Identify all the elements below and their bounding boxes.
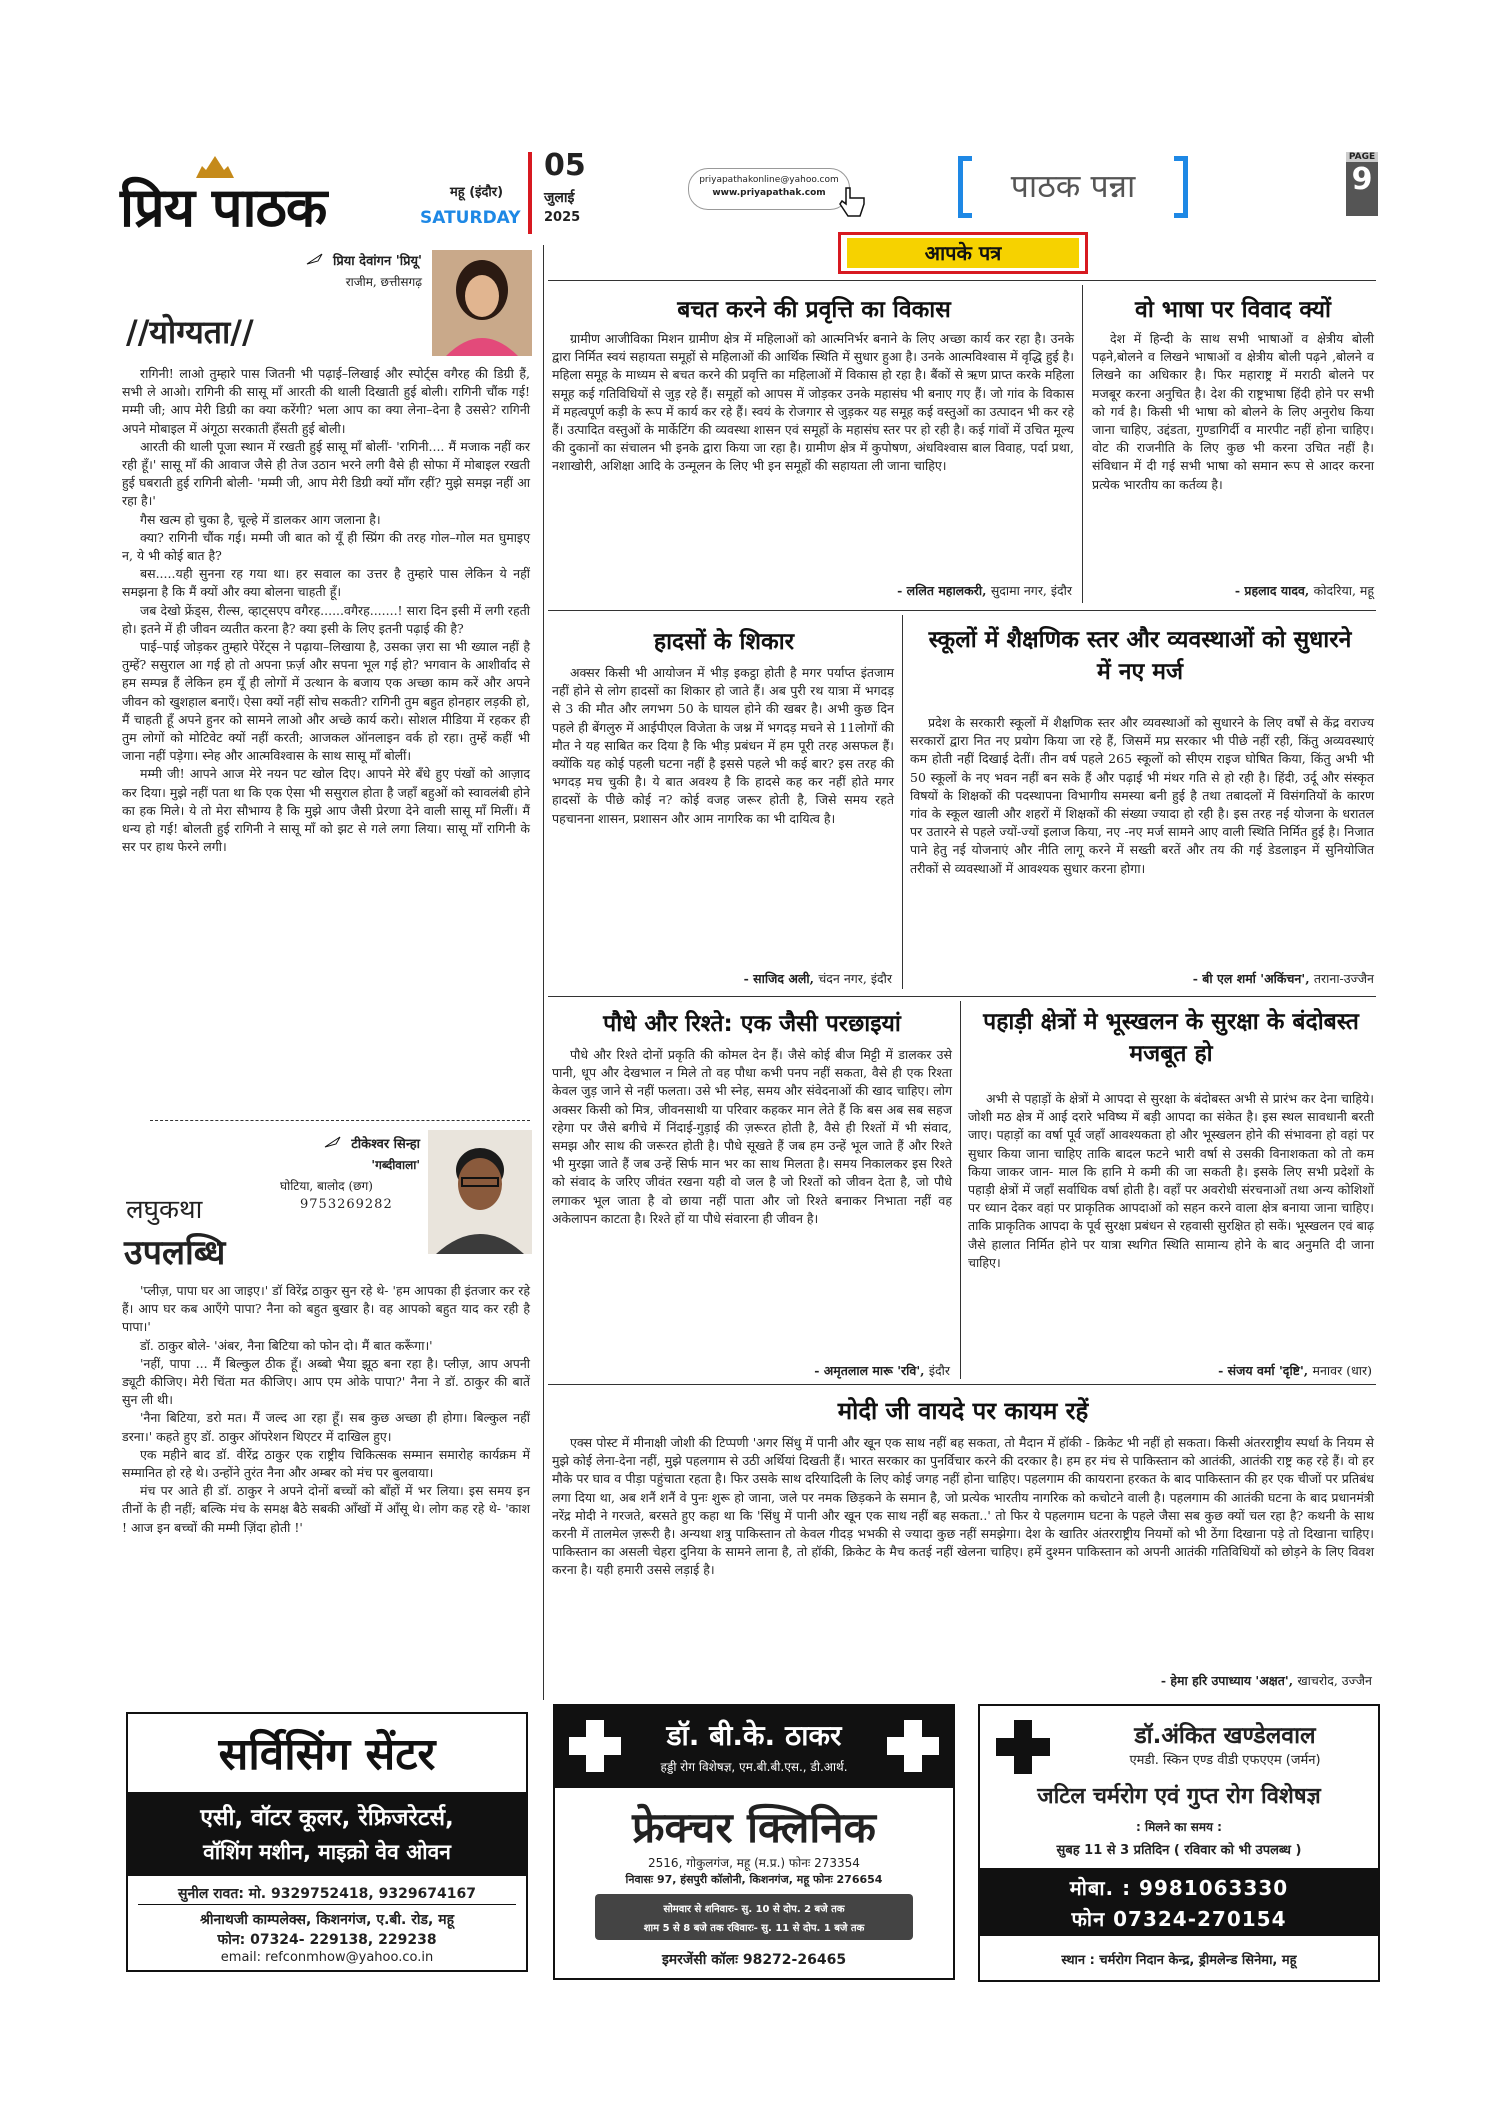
- letter-author: - प्रहलाद यादव,: [1234, 583, 1310, 598]
- ad-contact: सुनील रावत: मो. 9329752418, 9329674167: [177, 1886, 477, 1902]
- poem-author-block: [222, 250, 422, 290]
- ad-band: [128, 1792, 526, 1876]
- poem-paragraph: बस.....यही सुनना रह गया था। हर सवाल का उत्तर है तुम्हारे पास लेकिन ये नहीं समझना है कि मैं क्यों और क्या बोलना चाहती हूँ।: [122, 566, 530, 600]
- poem-paragraph: रागिनी! लाओ तुम्हारे पास जितनी भी पढ़ाई–लिखाई और स्पोर्ट्स वगैरह की डिग्री हैं, सभी ले आओ। रागिनी की सासू माँ आरती की थाली दिखाती हुई बोली। रागिनी चौंक गई! मम्मी जी; आप मेरी डिग्री का क्या करेंगी? भला आप का क्या लेना–देना है उससे? रागिनी अपने मोबाइल में अंगूठा सरकाती हँसती हुई बोली।: [122, 366, 530, 436]
- letter-paragraph: प्रदेश के सरकारी स्कूलों में शैक्षणिक स्तर और व्यवस्थाओं को सुधारने के लिए वर्षों से केंद्र वराज्य सरकारों द्वारा नित नए प्रयोग किया जा रहे हैं, जिसमें मप्र सरकार भी पीछे नहीं रही, किंतु अव्यवस्थाएं कम होती नहीं दिखाई देतीं। तीन वर्ष पहले 265 स्कूलों को सीएम राइज घोषित किया, किंतु अभी भी 50 स्कूलों के नए भवन नहीं बन सके हैं और पढ़ाई भी मंथर गति से हो रही है। हिंदी, उर्दू और संस्कृत विषयों के शिक्षकों की पदस्थापना विभागीय समस्या बनी हुई है तथा तबादलों में विसंगतियों के कारण गांव के स्कूल खाली और शहरों में शिक्षकों की संख्या ज्यादा हो रही है। इस तरह नई योजना के धरातल पर उतारने से पहले ज्यों-ज्यों इलाज किया, नए -नए मर्ज सामने आए वाली स्थिति निर्मित हुई है। निजात पाने हेतु नई योजनाएं और नीति लागू करने में सख्ती बरतें और तय की गई डेडलाइन में सुनियोजित तरीकों से व्यवस्थाओं में आवश्यक सुधार करना होगा।: [910, 715, 1374, 876]
- letter-place: इंदौर: [928, 1363, 950, 1378]
- email-address[interactable]: priyapathakonline@yahoo.com: [699, 175, 839, 185]
- date-day: 05: [544, 148, 586, 183]
- letter-place: सुदामा नगर, इंदौर: [990, 583, 1072, 598]
- letter-paragraph: देश में हिन्दी के साथ सभी भाषाओं व क्षेत्रीय बोली पढ़ने,बोलने व लिखने भाषाओं व क्षेत्रीय बोली पढ़ने ,बोलने व लिखने का अधिकार है। फिर महाराष्ट्र में मराठी बोलने पर मजबूर करना अनुचित है। देश की राष्ट्रभाषा हिंदी होने पर सभी को गर्व है। किसी भी भाषा को बोलने के लिए अनुरोध किया जाना चाहिए, उद्दंडता, गुण्डागिर्दी व मारपीट नहीं होना चाहिए। वोट की राजनीति के लिए कुछ भी करना उचित नहीं है। संविधान में दी गई सभी भाषा को समान रूप से आदर करना प्रत्येक भारतीय का कर्तव्य है।: [1092, 331, 1374, 492]
- page-label: PAGE: [1346, 152, 1378, 162]
- ad-servicing-center: [126, 1712, 528, 1972]
- website-url[interactable]: www.priyapathak.com: [712, 188, 826, 198]
- masthead-city: महू (इंदौर): [450, 185, 504, 200]
- letter-paragraph: एक्स पोस्ट में मीनाक्षी जोशी की टिप्पणी 'अगर सिंधु में पानी और खून एक साथ नहीं बह सकता, तो मैदान में हॉकी - क्रिकेट भी नहीं हो सकता। किसी अंतरराष्ट्रीय स्पर्धा के नियम से मुझे कोई लेना-देना नहीं, मुझे पहलगाम से उठी अर्थियां दिखती हैं। भारत सरकार का पुनर्विचार करने की दरकार है। हम हर मंच से पाकिस्तान को आतंकी, आतंकी राष्ट्र कह रहे हैं। वो हर मौके पर घाव व पीड़ा पहुंचाता रहता है। फिर उसके साथ दरियादिली के लिए कोई जगह नहीं होना चाहिए। पहलगाम की कायराना हरकत के बाद पाकिस्तान की हर एक चीजों पर प्रतिबंध लगा दिया था, अब शनैं शनैं वे पुनः शुरू हो जाना, जले पर नमक छिड़कने के समान है, जो प्रत्येक भारतीय नागरिक को कचोटने वाली है। पहलगाम की आतंकी घटना के बाद प्रधानमंत्री नरेंद्र मोदी ने गरजते, बरसते हुए कहा था कि 'सिंधु में पानी और खून एक साथ नहीं बह सकता..' तो फिर ये पहलगाम घटना के पहले जैसा सब कुछ क्यों चल रहा है? कथनी के साथ करनी में तालमेल ज़रूरी है। अन्यथा शत्रु पाकिस्तान तो केवल गीदड़ भभकी से ज्यादा कुछ नहीं समझेगा। देश के खातिर अंतरराष्ट्रीय नियमों को भी ठेंगा दिखाना पड़े तो दिखाना चाहिए। पाकिस्तान का असली चेहरा दुनिया के सामने लाना है, तो हॉकी, क्रिकेट के मैच कतई नहीं खेलना चाहिए। हमें दुश्मन पाकिस्तान को अपनी आतंकी गतिविधियों को छोड़ने के लिए विवश करना है। यही हमारी उससे लड़ाई है।: [552, 1435, 1374, 1578]
- column-divider: [1082, 285, 1083, 603]
- letter-body: [552, 1046, 952, 1228]
- letter-body: [552, 330, 1074, 476]
- ad-doctor-name: डॉ.अंकित खण्डेलवाल: [1134, 1723, 1316, 1749]
- masthead-weekday: SATURDAY: [420, 208, 521, 228]
- ad-address: स्थान : चर्मरोग निदान केन्द्र, ड्रीमलेन्ड सिनेमा, महू: [1061, 1953, 1297, 1968]
- letter-place: तराना-उज्जैन: [1313, 971, 1374, 986]
- letter-paragraph: पौधे और रिश्ते दोनों प्रकृति की कोमल देन हैं। जैसे कोई बीज मिट्टी में डालकर उसे पानी, धूप और देखभाल न मिले तो वह पौधा कभी पनप नहीं सकता, वैसे ही एक रिश्ता केवल जुड़ जाने से नहीं फलता। उसे भी स्नेह, समय और संवेदनाओं की खाद चाहिए। लोग अक्सर किसी को मित्र, जीवनसाथी या परिवार कहकर मान लेते हैं कि बस अब सब सहज रहेगा पर जैसे बगीचे में निंदाई-गुड़ाई की ज़रूरत होती है, वैसे ही रिश्तों में भी संवाद, समझ और साथ की जरूरत होती है। पौधे सूखते हैं जब हम उन्हें भूल जाते हैं और रिश्ते भी मुरझा जाते हैं जब उन्हें सिर्फ मान भर का साथ मिलता है। समय निकालकर इस रिश्ते को संवाद के जरिए जीवंत रखना यही वो जल है जो रिश्तों को जीवन देता है, जो पौधे लगाकर भूल जाता है वो छाया नहीं पाता और जो रिश्ते बनाकर निभाता नहीं वह अकेलापन काटता है। रिश्ते हों या पौधे संवारना ही जीवन है।: [552, 1047, 952, 1226]
- masthead-logo: प्रिय पाठक: [120, 176, 327, 239]
- letter-body: [552, 664, 894, 828]
- ad-qualification: एमडी. स्किन एण्ड वीडी एफएएम (जर्मन): [1129, 1753, 1321, 1768]
- ad-phone: फोन: 07324- 229138, 229238: [217, 1932, 437, 1948]
- web-badge[interactable]: [688, 168, 850, 210]
- ad-address: 2516, गोकुलगंज, महू (म.प्र.) फोनः 273354: [648, 1856, 860, 1870]
- ad-doctor-name: डॉ. बी.के. ठाकर: [666, 1719, 842, 1752]
- poem-author-photo: [432, 250, 532, 356]
- letter-byline: [1092, 582, 1374, 599]
- letter-byline: [552, 1362, 950, 1379]
- story-paragraph: मंच पर आते ही डॉ. ठाकुर ने अपने दोनों बच्चों को बाँहों में भर लिया। इस समय इन तीनों के ही नहीं; बल्कि मंच के समक्ष बैठे सबकी आँखों में आँसू थे। लोग कह रहे थे- 'काश ! आज इन बच्चों की मम्मी ज़िंदा होती !': [122, 1483, 530, 1535]
- ad-divider: [138, 1904, 516, 1905]
- ad-contact-band: [980, 1868, 1378, 1936]
- page-number: 9: [1351, 162, 1373, 197]
- letter-byline: [552, 1672, 1372, 1689]
- medical-cross-icon: [569, 1720, 621, 1772]
- story-author-photo: [428, 1130, 532, 1254]
- section-banner: [838, 232, 1088, 274]
- letter-byline: [910, 970, 1374, 987]
- poem-paragraph: आरती की थाली पूजा स्थान में रखती हुई सासू माँ बोलीं- 'रागिनी.... मैं मजाक नहीं कर रही हूँ।' सासू माँ की आवाज जैसे ही तेज उठान भरने लगी वैसे ही सोफा में मोबाइल रखती हुई घबराती हुई रागिनी बोली- 'मम्मी जी, आप मेरी डिग्री क्यों माँग रहीं? मुझे समझ नहीं आ रहा है।': [122, 438, 530, 509]
- date-year: 2025: [544, 210, 581, 225]
- letter-place: चंदन नगर, इंदौर: [818, 971, 892, 986]
- ad-line: एसी, वॉटर कूलर, रेफ्रिजरेटर्स,: [200, 1805, 454, 1831]
- ad-timing: सोमवार से शनिवारः- सु. 10 से दोप. 2 बजे तक: [663, 1904, 845, 1915]
- medical-cross-icon: [996, 1720, 1050, 1774]
- poem-paragraph: क्या? रागिनी चौंक गई। मम्मी जी बात को यूँ ही स्प्रिंग की तरह गोल–गोल मत घुमाइए न, ये भी कोई बात है?: [122, 529, 530, 564]
- story-author-block: [270, 1133, 420, 1212]
- section-title-box: [958, 156, 1188, 218]
- bracket-left-icon: [958, 156, 972, 218]
- poem-body: [122, 365, 530, 856]
- row-rule: [548, 610, 1376, 611]
- ad-line: वॉशिंग मशीन, माइक्रो वेव ओवन: [203, 1840, 451, 1864]
- letter-body: [910, 714, 1374, 878]
- bracket-right-icon: [1174, 156, 1188, 218]
- letter-author: - अमृतलाल मारू 'रवि',: [814, 1363, 925, 1378]
- letter-byline: [552, 970, 892, 987]
- ad-address: श्रीनाथजी काम्पलेक्स, किशनगंज, ए.बी. रोड, महू: [199, 1912, 455, 1928]
- story-alias: 'गब्दीवाला': [371, 1158, 420, 1172]
- medical-cross-icon: [887, 1720, 939, 1772]
- column-divider: [960, 1001, 961, 1379]
- story-phone: 9753269282: [300, 1197, 393, 1212]
- ad-hours: सुबह 11 से 3 प्रतिदिन ( रविवार को भी उपलब्ध ): [1056, 1843, 1302, 1858]
- story-paragraph: 'नहीं, पापा ... मैं बिल्कुल ठीक हूँ। अब्बो भैया झूठ बना रहा है। प्लीज़, आप अपनी ड्यूटी कीजिए। मेरी चिंता मत कीजिए। आप एम ओके पापा?' नैना ने डॉ. ठाकुर की बातें सुन ली थी।: [122, 1355, 530, 1408]
- letter-author: - हेमा हरि उपाध्याय 'अक्षत',: [1160, 1673, 1294, 1688]
- dashed-separator: [150, 1120, 530, 1121]
- ad-skin-specialist: [978, 1704, 1380, 1982]
- date-month: जुलाई: [544, 190, 575, 206]
- story-title: उपलब्धि: [124, 1233, 226, 1273]
- row-rule: [548, 996, 1376, 997]
- section-title: पाठक पन्ना: [1010, 167, 1136, 205]
- ad-residence: निवासः 97, हंसपुरी कॉलोनी, किशनगंज, महू फोनः 276654: [625, 1873, 883, 1886]
- column-divider: [902, 615, 903, 989]
- column-divider: [543, 245, 544, 1700]
- letter-place: खाचरोद, उज्जैन: [1297, 1673, 1372, 1688]
- story-kicker: लघुकथा: [126, 1195, 203, 1225]
- masthead: [120, 148, 1380, 238]
- letter-body: [1092, 330, 1374, 494]
- ad-title: सर्विसिंग सेंटर: [218, 1729, 436, 1780]
- letter-author: - संजय वर्मा 'दृष्टि',: [1218, 1363, 1309, 1378]
- poem-paragraph: पाई–पाई जोड़कर तुम्हारे पेरेंट्स ने पढ़ाया–लिखाया है, उसका ज़रा सा भी ख्याल नहीं है तुम्हें? ससुराल आ गई हो तो अपना फ़र्ज़ और सपना भूल गई हो? भगवान के आशीर्वाद से हम सम्पन्न हैं लेकिन हम यूँ ही लोगों में उत्थान के बजाय एक अच्छा काम करें और अपने जीवन को खुशहाल बनाएँ। ऐसा क्यों नहीं सोच सकती? रागिनी तुम बहुत होनहार लड़की हो, मैं चाहती हूँ अपने हुनर को सामने लाओ और अच्छे कार्य करो। सोशल मीडिया में रहकर ही तुम लोगों को मोटिवेट क्यों नहीं करती; आजकल ऑनलाइन वर्क हो रहा। तुम्हें कहीं भी जाना नहीं पड़ेगा। स्नेह और आत्मविश्वास के साथ सासू माँ बोलीं।: [122, 639, 530, 764]
- ad-timing-band: [595, 1894, 913, 1940]
- letter-place: कोदरिया, महू: [1313, 583, 1374, 598]
- quill-pen-icon: [324, 1133, 342, 1152]
- row-rule: [548, 1384, 1376, 1385]
- letter-byline: [968, 1362, 1372, 1379]
- story-address: घोटिया, बालोद (छग): [280, 1179, 373, 1193]
- ad-fracture-clinic: [553, 1704, 955, 1980]
- ad-phone: फोन 07324-270154: [1071, 1907, 1287, 1931]
- ad-specialty: जटिल चर्मरोग एवं गुप्त रोग विशेषज्ञ: [1037, 1784, 1321, 1809]
- poem-place: राजीम, छत्तीसगढ़: [345, 275, 422, 289]
- letter-author: - बी एल शर्मा 'अकिंचन',: [1192, 971, 1310, 986]
- story-paragraph: 'प्लीज़, पापा घर आ जाइए।' डॉ विरेंद्र ठाकुर सुन रहे थे- 'हम आपका ही इंतजार कर रहे हैं। आप घर कब आएँगे पापा? नैना को बहुत बुखार है। वह आपको बहुत याद कर रही है पापा।': [122, 1283, 530, 1335]
- ad-mobile: मोबा. : 9981063330: [1069, 1876, 1289, 1900]
- letter-author: - ललित महालकरी,: [897, 583, 987, 598]
- letter-title: बचत करने की प्रवृत्ति का विकास: [677, 297, 951, 323]
- hand-cursor-icon: [838, 186, 868, 224]
- date-divider: [528, 152, 532, 234]
- story-body: [122, 1282, 530, 1537]
- letter-paragraph: अभी से पहाड़ों के क्षेत्रों मे आपदा से सुरक्षा के बंदोबस्त अभी से प्रारंभ कर देना चाहिये। जोशी मठ क्षेत्र में आई दरारे भविष्य में बड़ी आपदा का संकेत है। इस स्थल सावधानी बरती जाए। पहाड़ों का वर्षा पूर्व जहाँ आवश्यकता हो और भूस्खलन होने की संभावना हो वहां पर सुधार किया जाना चाहिए ताकि बादल फटने भारी वर्षा से उसकी विनाशकता को तो कम किया जाकर जान- माल कि हानि मे कमी की जा सकती है। इसके लिए सभी प्रदेशों के पहाड़ी क्षेत्रों में जहाँ सर्वाधिक वर्षा होती है। वहाँ पर अवरोधी संरचनाओं तथा अन्य कोशिशों पर ध्यान देकर वहां पर प्राकृतिक आपदाओं को सहन करने वाला क्षेत्र बनाया जाना चाहिए। ताकि प्राकृतिक आपदा के पूर्व सुरक्षा प्रबंधन से रहवासी सुरक्षित हो सकें। भूस्खलन एवं बाढ़ जैसे हालात निर्मित होने पर यात्रा स्थगित स्थिति सामान्य होने के बाद अनुमति दी जाना चाहिए।: [968, 1091, 1374, 1270]
- ad-meeting-label: : मिलने का समय :: [1136, 1820, 1222, 1834]
- letter-body: [552, 1434, 1374, 1580]
- quill-pen-icon: [306, 250, 324, 269]
- ad-timing: शाम 5 से 8 बजे तक रविवारः- सु. 11 से दोप. 1 बजे तक: [643, 1923, 865, 1934]
- section-banner-label: आपके पत्र: [924, 241, 1002, 265]
- letter-paragraph: ग्रामीण आजीविका मिशन ग्रामीण क्षेत्र में महिलाओं को आत्मनिर्भर बनाने के लिए अच्छा कार्य कर रहा है। उनके द्वारा निर्मित स्वयं सहायता समूहों से महिलाओं की आर्थिक स्थिति में सुधार हुआ है। उनके आत्मविश्वास में वृद्धि हुई है। महिला समूह के माध्यम से बचत करने की प्रवृत्ति का महिलाओं में विकास हो रहा है। बैंकों से ऋण प्राप्त करके महिला समूह कई गतिविधियों से जुड़ रहे हैं। समूहों को आपस में जोड़कर उनके महासंघ भी बनाए गए हैं। जो गांव के विकास में महत्वपूर्ण कड़ी के रूप में कार्य कर रहे हैं। स्वयं के रोजगार से जुड़कर यह समूह कई वस्तुओं का उत्पादन भी कर रहे हैं। उत्पादित वस्तुओं के मार्केटिंग की व्यवस्था शासन एवं समूहों के महासंघ स्तर पर हो रही है। कई गांवों में उचित मूल्य की दुकानों का संचालन भी इनके द्वारा किया जा रहा है। ग्रामीण क्षेत्र में कुपोषण, अंधविश्वास बाल विवाह, पर्दा प्रथा, नशाखोरी, अशिक्षा आदि के उन्मूलन के लिए भी इन समूहों की सहायता ली जाना चाहिए।: [552, 331, 1074, 474]
- letter-author: - साजिद अली,: [743, 971, 814, 986]
- poem-author: प्रिया देवांगन 'प्रियू': [332, 254, 422, 269]
- top-rule: [548, 280, 1376, 281]
- ad-email[interactable]: email: refconmhow@yahoo.co.in: [220, 1950, 434, 1965]
- letter-body: [968, 1090, 1374, 1272]
- poem-paragraph: जब देखो फ्रेंड्स, रील्स, व्हाट्सएप वगैरह......वगैरह.......! सारा दिन इसी में लगी रहती हो। इतने में ही जीवन व्यतीत करना है? क्या इसी के लिए इतनी पढ़ाई की है?: [122, 602, 530, 636]
- letter-title: वो भाषा पर विवाद क्यों: [1135, 297, 1331, 323]
- poem-paragraph: गैस खत्म हो चुका है, चूल्हे में डालकर आग जलाना है।: [140, 511, 381, 527]
- poem-title: //योग्यता//: [126, 313, 254, 351]
- letter-title: स्कूलों में शैक्षणिक स्तर और व्यवस्थाओं को सुधारने में नए मर्ज: [928, 627, 1352, 685]
- letter-title: पहाड़ी क्षेत्रों मे भूस्खलन के सुरक्षा के बंदोबस्त मजबूत हो: [983, 1009, 1359, 1067]
- page-badge: [1346, 152, 1378, 216]
- story-author: टीकेश्वर सिन्हा: [351, 1137, 420, 1152]
- story-paragraph: डॉ. ठाकुर बोले- 'अंबर, नैना बिटिया को फोन दो। मैं बात करूँगा।': [140, 1337, 433, 1353]
- letter-title: पौधे और रिश्ते: एक जैसी परछाइयां: [603, 1011, 901, 1037]
- story-paragraph: 'नैना बिटिया, डरो मत। मैं जल्द आ रहा हूँ। सब कुछ अच्छा ही होगा। बिल्कुल नहीं डरना।' कहते हुए डॉ. ठाकुर ऑपरेशन थिएटर में दाखिल हुए।: [122, 1410, 530, 1444]
- letter-place: मनावर (धार): [1312, 1363, 1372, 1378]
- letter-title: मोदी जी वायदे पर कायम रहें: [837, 1397, 1089, 1425]
- letter-byline: [552, 582, 1072, 599]
- ad-qualification: हड्डी रोग विशेषज्ञ, एम.बी.बी.एस., डी.आर्थ.: [660, 1760, 848, 1774]
- ad-emergency: इमरजेंसी कॉलः 98272-26465: [661, 1952, 847, 1968]
- poem-paragraph: मम्मी जी! आपने आज मेरे नयन पट खोल दिए। आपने मेरे बँधे हुए पंखों को आज़ाद कर दिया। मुझे नहीं पता था कि एक ऐसा भी ससुराल होता है जहाँ बहुओं को स्वावलंबी होने का हक मिले। ये तो मेरा सौभाग्य है कि मुझे आप जैसी प्रेरणा देने वाली सासू माँ मिलीं। मैं धन्य हो गई! बोलती हुई रागिनी ने सासू माँ को झट से गले लगा लिया। सासू माँ रागिनी के सर पर हाथ फेरने लगी।: [122, 766, 530, 855]
- letter-title: हादसों के शिकार: [653, 629, 795, 655]
- story-paragraph: एक महीने बाद डॉ. वीरेंद्र ठाकुर एक राष्ट्रीय चिकित्सक सम्मान समारोह कार्यक्रम में सम्मानित हो रहे थे। उन्होंने तुरंत नैना और अम्बर को मंच पर बुलवाया।: [122, 1446, 530, 1481]
- ad-clinic-name: फ्रेक्चर क्लिनिक: [632, 1803, 876, 1852]
- letter-paragraph: अक्सर किसी भी आयोजन में भीड़ इकट्ठा होती है मगर पर्याप्त इंतजाम नहीं होने से लोग हादसों का शिकार हो जाते हैं। अब पुरी रथ यात्रा में भगदड़ से 3 की मौत और लगभग 50 के घायल होने की खबर है। अभी कुछ दिन पहले ही बेंगलुरु में आईपीएल विजेता के जश्न में भगदड़ मचने से 11लोगों की मौत ने यह साबित कर दिया है कि भीड़ प्रबंधन में हम पूरी तरह असफल हैं। क्योंकि यह कोई पहली घटना नहीं है इससे पहले भी कई बार? इस तरह की भगदड़ मच चुकी है। ये बात अवश्य है कि हादसे कह कर नहीं होते मगर हादसों के पीछे कोई न? कोई वजह जरूर होती है, जिसे समय रहते पहचानना शासन, प्रशासन और आम नागरिक का भी दायित्व है।: [552, 665, 894, 826]
